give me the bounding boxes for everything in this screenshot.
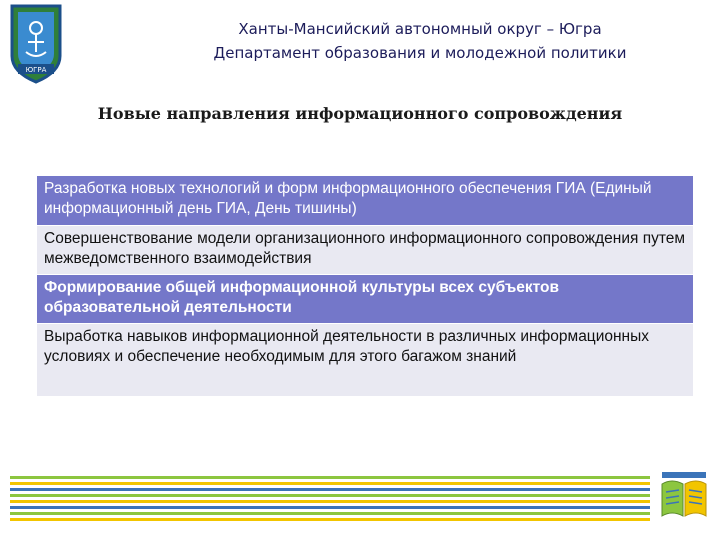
page-subtitle: Новые направления информационного сопровождения (97, 104, 623, 123)
stripe-yellow (10, 518, 650, 521)
stripe-green (10, 512, 650, 515)
book-logo-icon (656, 468, 712, 524)
list-item-model-improvement: Совершенствование модели организационного информационного сопровождения путем межведомственного взаимодействия (37, 226, 693, 275)
stripe-green (10, 494, 650, 497)
stripe-blue (10, 488, 650, 491)
list-item-technologies: Разработка новых технологий и форм информационного обеспечения ГИА (Единый информационный день ГИА, День тишины) (37, 176, 693, 226)
stripe-yellow (10, 482, 650, 485)
coat-of-arms-logo (6, 2, 66, 84)
emblem-label: ЮГРА (25, 66, 47, 74)
list-item-information-culture: Формирование общей информационной культуры всех субъектов образовательной деятельности (37, 275, 693, 324)
stripe-blue (10, 506, 650, 509)
stripe-yellow (10, 500, 650, 503)
list-item-skills: Выработка навыков информационной деятельности в различных информационных условиях и обеспечение необходимым для этого багажом знаний (37, 324, 693, 397)
stripe-green (10, 476, 650, 479)
header-department-title: Департамент образования и молодежной политики (213, 44, 627, 62)
header-region-title: Ханты-Мансийский автономный округ – Югра (238, 20, 602, 38)
footer-stripes (10, 476, 650, 526)
